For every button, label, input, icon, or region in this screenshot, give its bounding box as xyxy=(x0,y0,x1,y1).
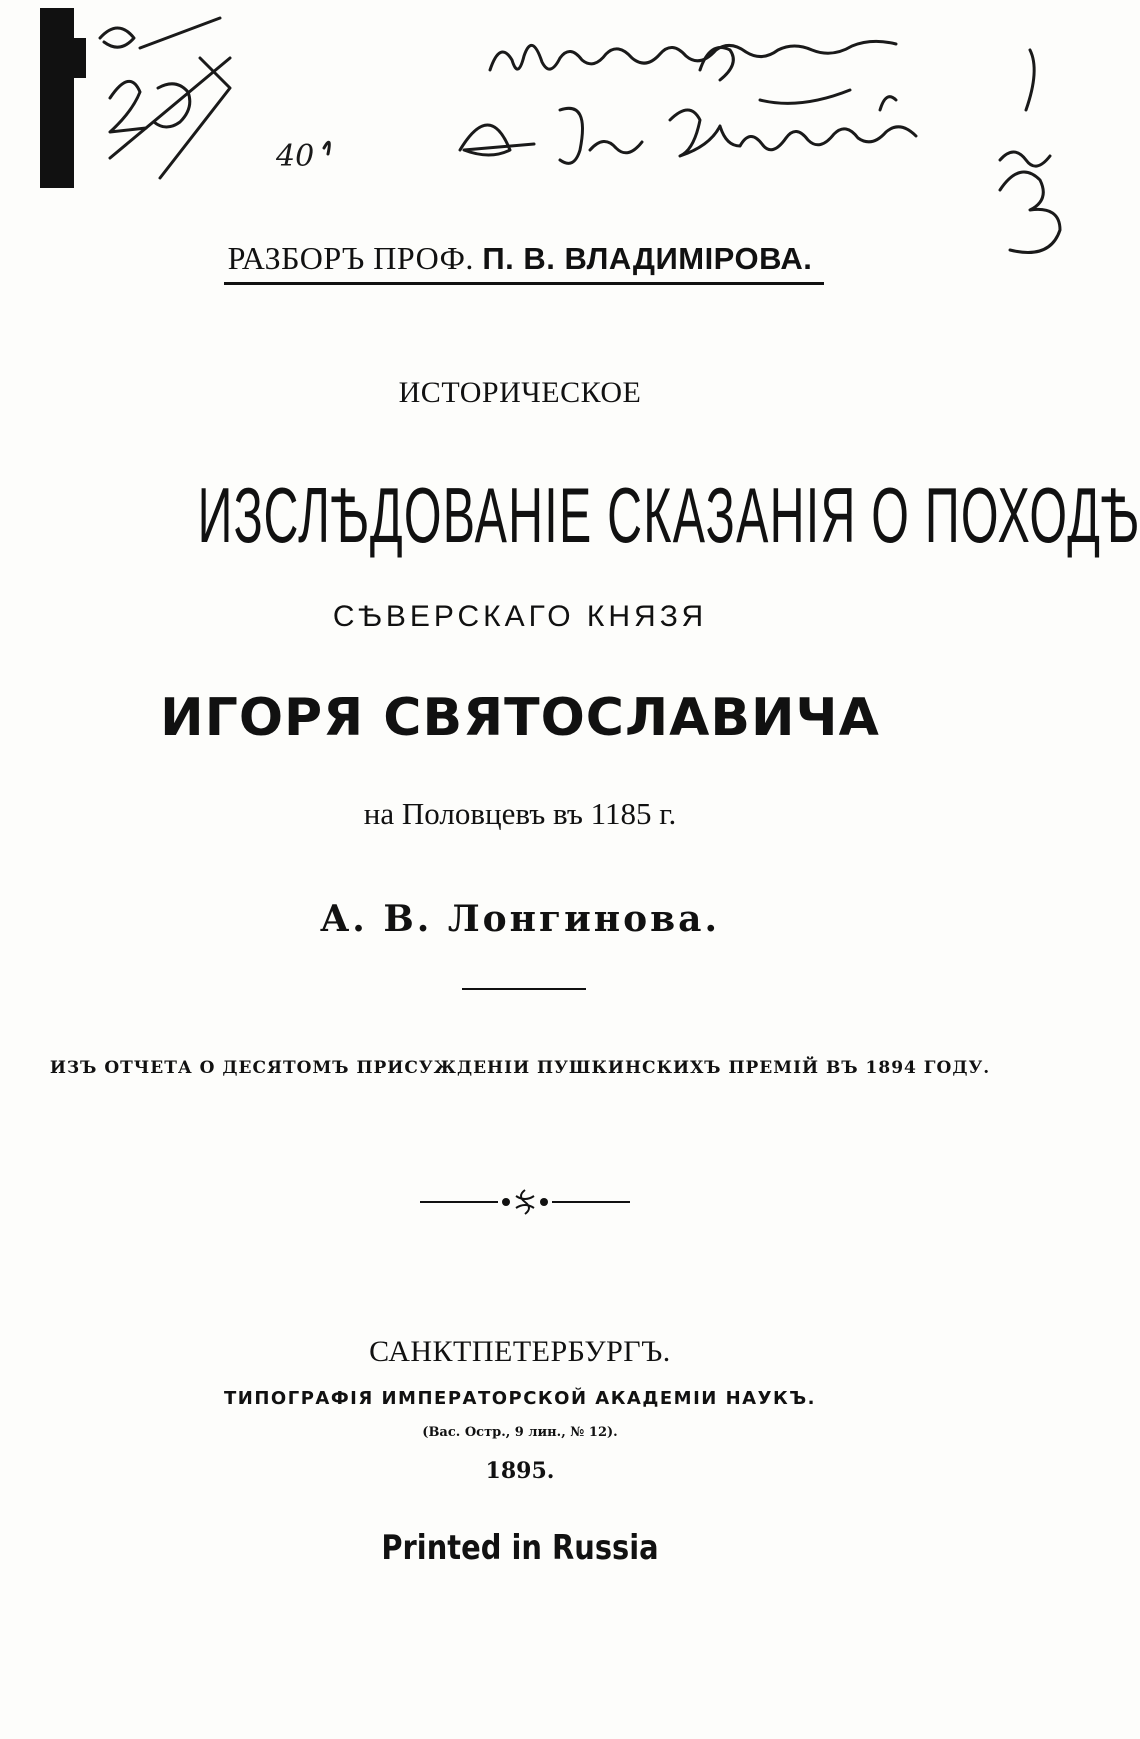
title-line-research: ИЗСЛѢДОВАНІЕ СКАЗАНІЯ О ПОХОДѢ xyxy=(197,471,1140,559)
printed-in-stamp: Printed in Russia xyxy=(381,1528,659,1568)
imprint-printer: ТИПОГРАФІЯ ИМПЕРАТОРСКОЙ АКАДЕМІИ НАУКЪ. xyxy=(224,1388,816,1409)
imprint-city: САНКТПЕТЕРБУРГЪ. xyxy=(369,1335,671,1368)
author-name: А. В. Лонгинова. xyxy=(319,898,721,940)
reviewer-line xyxy=(0,240,1040,277)
reviewer-prefix: РАЗБОРЪ ПРОФ. xyxy=(227,240,483,276)
imprint-year: 1895. xyxy=(485,1458,555,1484)
reviewer-name: П. В. ВЛАДИМІРОВА. xyxy=(482,241,813,276)
report-note: ИЗЪ ОТЧЕТА О ДЕСЯТОМЪ ПРИСУЖДЕНІИ ПУШКИНСКИХЪ ПРЕМІЙ ВЪ 1894 ГОДУ. xyxy=(49,1058,991,1078)
title-line-igor: ИГОРЯ СВЯТОСЛАВИЧА xyxy=(160,688,880,748)
title-line-historical: ИСТОРИЧЕСКОЕ xyxy=(398,376,642,409)
divider-rule xyxy=(462,988,586,990)
ornament-divider xyxy=(420,1188,630,1218)
handwritten-dedication xyxy=(440,10,1120,270)
reviewer-rule xyxy=(224,282,824,285)
title-line-seversky: СѢВЕРСКАГО КНЯЗЯ xyxy=(332,600,708,633)
title-line-polovtsy: на Половцевъ въ 1185 г. xyxy=(363,796,677,831)
shelfmark-text: 40 xyxy=(276,139,315,174)
shelfmark-annotation xyxy=(272,128,342,178)
imprint-address: (Вас. Остр., 9 лин., № 12). xyxy=(422,1425,618,1440)
library-stamp xyxy=(40,8,280,208)
